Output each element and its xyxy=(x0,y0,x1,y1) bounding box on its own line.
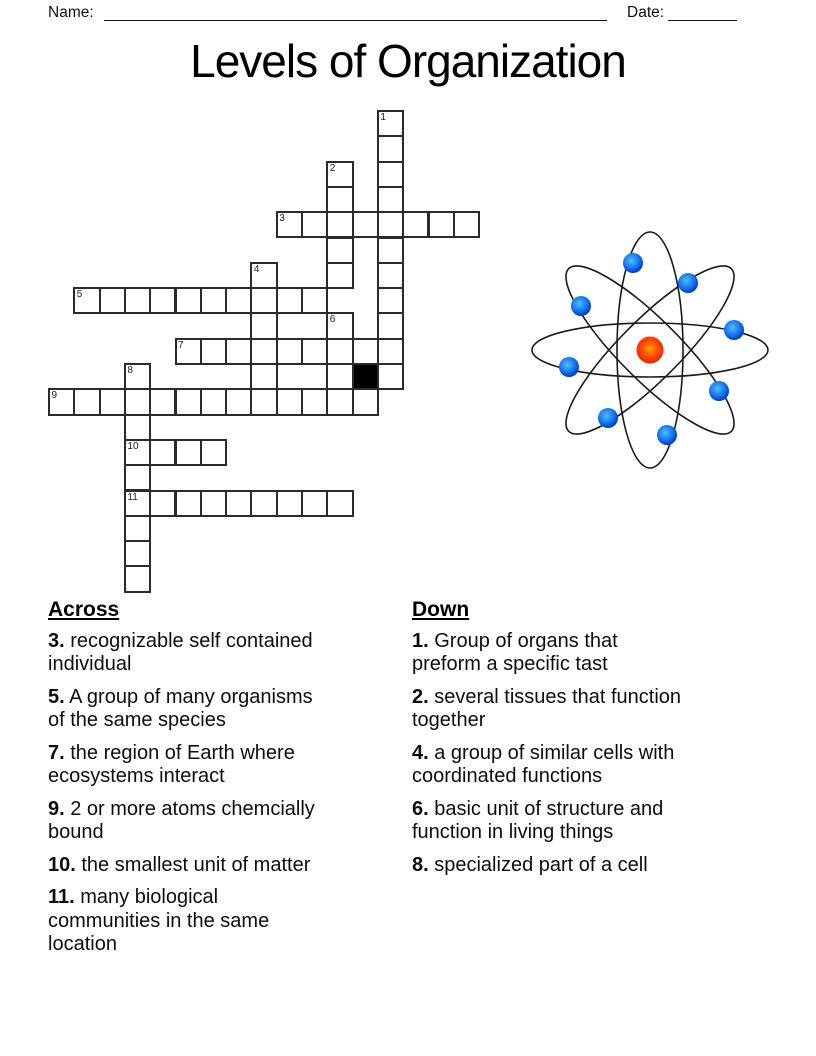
clue-number: 9. xyxy=(48,797,65,820)
cell-number: 11 xyxy=(127,491,138,503)
grid-cell[interactable] xyxy=(352,338,379,365)
grid-cell[interactable] xyxy=(377,161,404,188)
clue-number: 4. xyxy=(412,741,429,764)
worksheet-title: Levels of Organization xyxy=(190,35,626,87)
atom-illustration xyxy=(528,223,774,473)
grid-cell[interactable] xyxy=(225,490,252,517)
electron xyxy=(724,320,744,340)
grid-cell[interactable] xyxy=(124,515,151,542)
grid-cell[interactable] xyxy=(377,262,404,289)
grid-cell[interactable] xyxy=(377,237,404,264)
grid-cell[interactable] xyxy=(124,414,151,441)
grid-cell[interactable] xyxy=(200,388,227,415)
clue-number: 7. xyxy=(48,741,65,764)
crossword-grid xyxy=(48,110,518,600)
electron xyxy=(709,381,729,401)
grid-cell[interactable] xyxy=(73,388,100,415)
electron xyxy=(559,357,579,377)
cell-number: 10 xyxy=(127,440,139,452)
grid-cell[interactable] xyxy=(124,540,151,567)
grid-cell[interactable] xyxy=(352,211,379,238)
grid-cell[interactable] xyxy=(276,287,303,314)
electron xyxy=(571,296,591,316)
grid-cell[interactable] xyxy=(326,262,353,289)
clue: 7. the region of Earth where ecosystems interact xyxy=(48,741,295,787)
grid-cell[interactable] xyxy=(149,388,176,415)
across-clues xyxy=(48,598,408,966)
cell-number: 2 xyxy=(329,162,336,174)
clue: 8. specialized part of a cell xyxy=(412,853,648,876)
cell-number: 6 xyxy=(329,314,336,326)
clue: 4. a group of similar cells with coordinated functions xyxy=(412,741,675,787)
clue-number: 6. xyxy=(412,797,429,820)
grid-cell[interactable] xyxy=(326,211,353,238)
clue-number: 5. xyxy=(48,685,65,708)
grid-cell[interactable] xyxy=(225,338,252,365)
clue: 2. several tissues that function together xyxy=(412,685,682,731)
grid-cell[interactable] xyxy=(301,287,328,314)
grid-cell[interactable] xyxy=(301,211,328,238)
cell-number: 5 xyxy=(76,289,83,301)
grid-cell[interactable] xyxy=(175,439,202,466)
grid-cell[interactable] xyxy=(377,186,404,213)
grid-cell[interactable] xyxy=(175,287,202,314)
grid-cell[interactable] xyxy=(276,338,303,365)
date-label: Date: xyxy=(627,4,665,21)
grid-cell[interactable] xyxy=(377,135,404,162)
grid-cell[interactable] xyxy=(326,338,353,365)
grid-cell[interactable] xyxy=(124,565,151,592)
grid-cell[interactable] xyxy=(250,363,277,390)
clue-number: 3. xyxy=(48,629,65,652)
grid-cell[interactable] xyxy=(99,388,126,415)
grid-cell[interactable] xyxy=(326,388,353,415)
electron xyxy=(598,408,618,428)
electron xyxy=(623,253,643,273)
grid-cell[interactable] xyxy=(250,338,277,365)
grid-cell[interactable] xyxy=(250,388,277,415)
grid-cell[interactable] xyxy=(301,338,328,365)
grid-cell[interactable] xyxy=(124,388,151,415)
clue-number: 11. xyxy=(48,886,75,908)
grid-cell[interactable] xyxy=(377,338,404,365)
grid-cell[interactable] xyxy=(200,490,227,517)
cell-number: 9 xyxy=(51,390,58,402)
blocked-cell xyxy=(352,363,379,390)
clue: 5. A group of many organisms of the same species xyxy=(48,685,313,731)
grid-cell[interactable] xyxy=(377,287,404,314)
grid-cell[interactable] xyxy=(377,312,404,339)
grid-cell[interactable] xyxy=(352,388,379,415)
clue: 9. 2 or more atoms chemcially bound xyxy=(48,797,315,843)
grid-cell[interactable] xyxy=(276,490,303,517)
grid-cell[interactable] xyxy=(200,338,227,365)
grid-cell[interactable] xyxy=(149,439,176,466)
grid-cell[interactable] xyxy=(326,490,353,517)
grid-cell[interactable] xyxy=(124,464,151,491)
clue: 6. basic unit of structure and function in living things xyxy=(412,797,664,843)
cell-number: 8 xyxy=(127,365,133,376)
clue-number: 10. xyxy=(48,853,76,876)
electron xyxy=(657,425,677,445)
grid-cell[interactable] xyxy=(250,287,277,314)
electron xyxy=(678,273,698,293)
grid-cell[interactable] xyxy=(326,237,353,264)
grid-cell[interactable] xyxy=(377,363,404,390)
date-blank-line[interactable] xyxy=(668,2,737,21)
grid-cell[interactable] xyxy=(225,287,252,314)
name-blank-line[interactable] xyxy=(104,2,607,21)
clue-number: 8. xyxy=(412,853,429,876)
clue: 11. many biological communities in the same location xyxy=(48,886,270,955)
cell-number: 4 xyxy=(253,263,260,275)
cell-number: 7 xyxy=(178,339,184,351)
grid-cell[interactable] xyxy=(301,388,328,415)
grid-cell[interactable] xyxy=(200,439,227,466)
grid-cell[interactable] xyxy=(124,287,151,314)
grid-cell[interactable] xyxy=(453,211,480,238)
name-label: Name: xyxy=(48,4,94,21)
grid-cell[interactable] xyxy=(428,211,455,238)
grid-cell[interactable] xyxy=(225,388,252,415)
down-heading: Down xyxy=(412,598,470,621)
grid-cell[interactable] xyxy=(175,388,202,415)
down-clues xyxy=(412,598,786,886)
clue: 10. the smallest unit of matter xyxy=(48,853,311,876)
grid-cell[interactable] xyxy=(250,312,277,339)
grid-cell[interactable] xyxy=(301,490,328,517)
grid-cell[interactable] xyxy=(326,186,353,213)
grid-cell[interactable] xyxy=(250,490,277,517)
grid-cell[interactable] xyxy=(149,287,176,314)
cell-number: 3 xyxy=(279,213,285,225)
grid-cell[interactable] xyxy=(175,490,202,517)
grid-cell[interactable] xyxy=(149,490,176,517)
grid-cell[interactable] xyxy=(99,287,126,314)
clue: 1. Group of organs that preform a specific tast xyxy=(412,629,618,675)
nucleus xyxy=(637,337,664,364)
grid-cell[interactable] xyxy=(326,363,353,390)
grid-cell[interactable] xyxy=(200,287,227,314)
grid-cell[interactable] xyxy=(276,388,303,415)
grid-cell[interactable] xyxy=(402,211,429,238)
across-heading: Across xyxy=(48,598,120,621)
clue-number: 2. xyxy=(412,685,429,708)
clue-number: 1. xyxy=(412,629,429,652)
clue: 3. recognizable self contained individual xyxy=(48,629,313,675)
cell-number: 1 xyxy=(380,112,386,123)
grid-cell[interactable] xyxy=(377,211,404,238)
